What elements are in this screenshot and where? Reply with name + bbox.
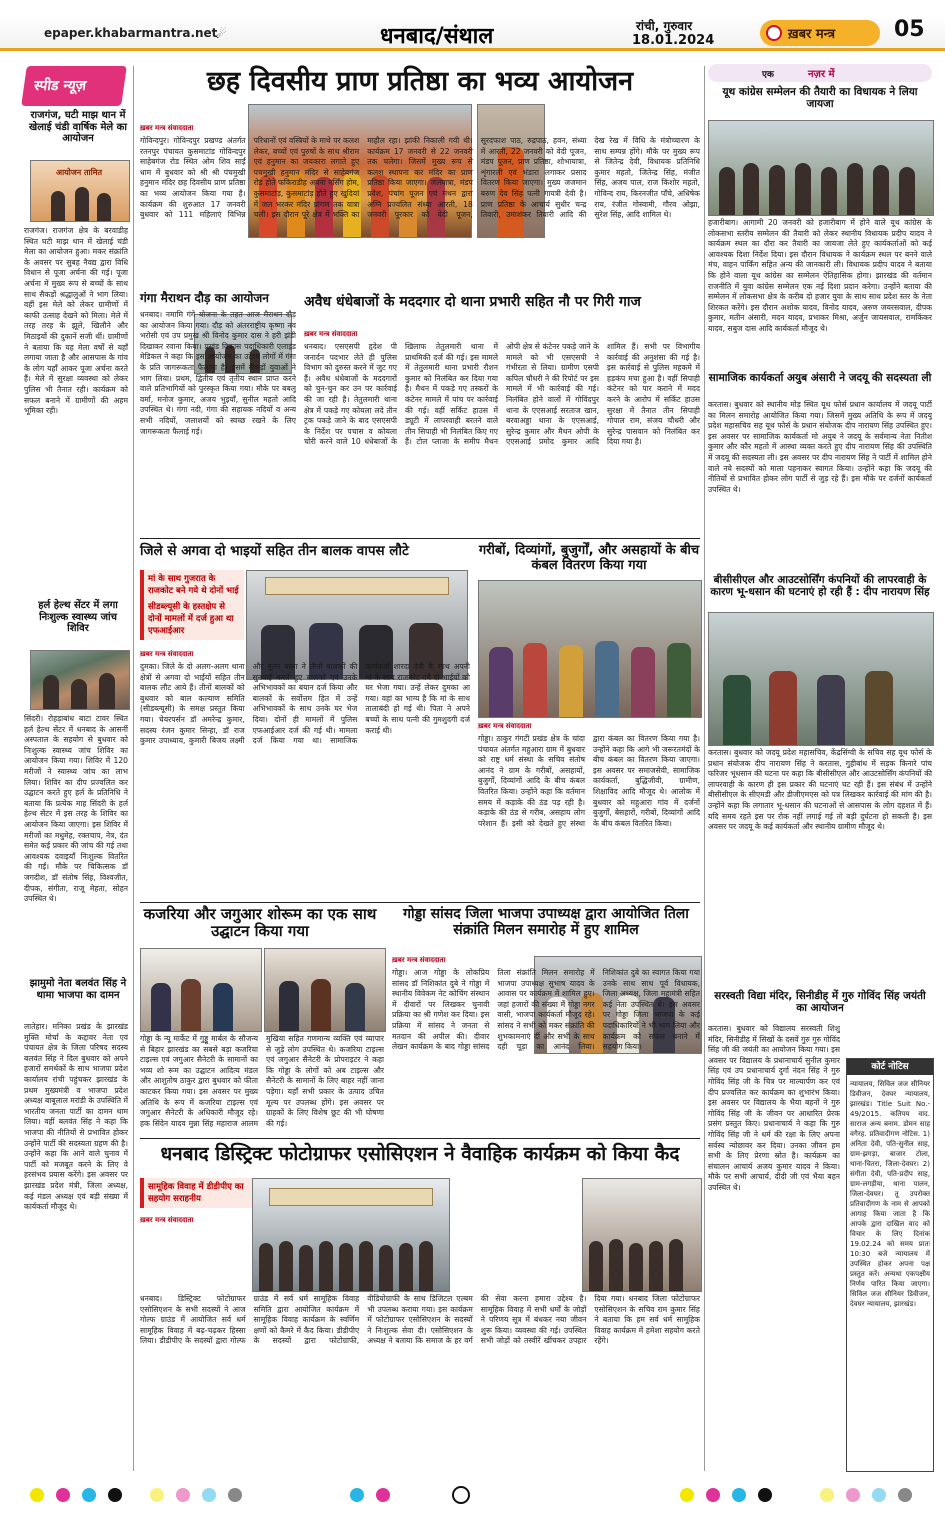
speed-news-logo-text: स्पीड न्यूज़ [32,78,88,94]
speed-item-3-body: लातेहार। मनिका प्रखंड के झारखंड मुक्ति मोर्चा के कद्दावर नेता एवं पंचायत क्षेत्र के जिला परिषद सदस्य बलवंत सिंह ने दिल बुधवार को अपने हजारों समर्थकों के साथ भाजपा प्रदेश कार्यालय रांची पहुंचकर झारखंड के प्रथम मुख्यमंत्री व भाजपा प्रदेश अध्यक्ष बाबूलाल मरांडी के उपस्थिति में भारतीय जनता पार्टी का दामन थाम लिया। वहीं बलवंत सिंह ने कहा कि भाजपा की नीतियों से प्रभावित होकर उन्होंने पार्टी की सदस्यता ग्रहण की है। उन्होंने कहा कि आने वाले चुनाव में पार्टी को मजबूत करने के लिए वे हरसंभव प्रयास करेंगे। इस अवसर पर झारखंड प्रदेश मंत्री, जिला अध्यक्ष, कई मंडल अध्यक्ष एवं बड़ी संख्या में कार्यकर्ता मौजूद थे। [24,1022,128,1212]
illegal-byline: ख़बर मन्त्र संवाददाता [304,330,358,338]
ganga-head: गंगा मैराथन दौड़ का आयोजन [140,291,269,305]
children-bullet-2: सीडब्ल्यूसी के हस्तक्षेप से दोनों मामलों में दर्ज हुआ था एफआईआर [140,598,244,640]
speed-item-1-photo-sign: आयोजन तामित [55,168,103,177]
showroom-body: गोड्डा के न्यू मार्केट में गुड्डू मार्बल के सौजन्य से बिहार झारखंड का सबसे बड़ा कजरिया टाइल्स एवं जगुआर सैनेटरी के सामानों का भव्य शो रूम का उद्घाटन आदित्य मंडल और आशुतोष ठाकुर द्वारा बुधवार को फीता काटकर किया गया। इस अवसर पर मुख्य अतिथि के रूप में कजरिया टाइल्स एवं जगुआर सैनेटरी के अधिकारी मौजूद रहे। हक सिंदेन यादव मुन्ना सिंह महाराज आलम मुखिया सहित गणमान्य व्यक्ति एवं व्यापार से जुड़े लोग उपस्थित थे। कजरिया टाइल्स एवं जगुआर सैनेटरी के प्रोपराइटर ने कहा कि गोड्डा के लोगों को अब टाइल्स और सैनेटरी के सामानों के लिए बाहर नहीं जाना पड़ेगा। यहाँ सभी प्रकार के उत्पाद उचित मूल्य पर उपलब्ध होंगे। इस अवसर पर ग्राहकों के लिए विशेष छूट की भी घोषणा की गई। [140,1034,384,1128]
court-notice-box [846,1058,934,1472]
photographer-headline: धनबाद डिस्ट्रिक्ट फोटोग्राफर एसोसिएशन ने वैवाहिक कार्यक्रम को किया कैद [160,1143,680,1165]
speed-news-logo [21,66,127,106]
divider [704,66,705,1471]
children-headline: जिले से अगवा दो भाइयों सहित तीन बालक वापस लौटे [140,543,409,559]
divider [140,1138,700,1139]
court-notice-body: न्यायालय, सिविल जज सीनियर डिवीजन, देवघर न्यायालय, झारखंड। Title Suit No.- 49/2015. कतिपय वाद. साराज अन्य बनाम. डोमन साह वगैरह. प्रतिवादीगण नोटिस. 1) अनिता देवी, पति-सुनील साह, ग्राम-झगड़ा, बाजार टोला, थाना-चितरा, जिला-देवघर। 2) संगीता देवी, पति-प्रदीप साह, ग्राम-लगड़ीया, थाना पालन, जिला-देवघर। तू उपरोक्त प्रतिवादीगण के नाम से आपको आगाह किया जाता है कि आपके द्वारा दाखिल वाद को विचार के लिए दिनांक 19.02.24 को समय प्रातः 10:30 बजे न्यायालय में उपस्थित होकर अपना पक्ष प्रस्तुत करें। अन्यथा एकपक्षीय निर्णय पारित किया जाएगा। सिविल जज सीनियर डिवीजन, देवघर न्यायालय, झारखंड। [850,1080,930,1308]
registration-marks [0,1480,945,1517]
divider [140,902,700,903]
divider [133,66,134,1471]
photographer-body: धनबाद। डिस्ट्रिक्ट फोटोग्राफर एसोसिएशन के सभी सदस्यों ने आज गोल्फ ग्राउंड में आयोजित सर्व धर्म सामूहिक विवाह में बढ़-चढ़कर हिस्सा लिया। डीडीपीए के सदस्यों द्वारा गोल्फ ग्राउंड में सर्व धर्म सामूहिक विवाह समिति द्वारा आयोजित कार्यक्रम में सामूहिक विवाह कार्यक्रम के स्वर्णिम क्षणों को कैमरे में कैद किया। डीडीपीए के सदस्यों द्वारा फोटोग्राफी, वीडियोग्राफी के साथ डिजिटल एल्बम भी उपलब्ध कराया गया। इस कार्यक्रम में फोटोग्राफर एसोसिएशन के सदस्यों ने निःशुल्क सेवा दी। एसोसिएशन के अध्यक्ष ने बताया कि समाज के हर वर्ग की सेवा करना हमारा उद्देश्य है। सामूहिक विवाह में सभी धर्मों के जोड़ों ने परिणय सूत्र में बंधकर नया जीवन शुरू किया। व्यवस्था की गई। उपस्थित सभी जोड़ों को तस्वीरें खींचकर उपहार दिया गया। धनबाद जिला फोटोग्राफर एसोसिएशन के सचिव राम कुमार सिंह ने बताया कि हम सर्व धर्म सामूहिक विवाह कार्यक्रम में हमेशा सहयोग करते रहेंगे। [140,1294,700,1346]
milan-body: गोड्डा। आज गोड्डा के लोकप्रिय सांसद डॉ निशिकांत दुबे ने गोड्डा में स्थानीय विवेकम नेट कोचिंग संस्थान में दीवारों पर लिखकर चुनावी प्रक्रिया का श्री गणेश कर दिया। इस प्रक्रिया में सांसद ने जनता से मतदान की अपील की। दीवार लेखन कार्यक्रम के बाद गोड्डा सांसद तिला संक्रांति मिलन समारोह में भाजपा उपाध्यक्ष सुभाष यादव के आवास पर कार्यक्रम में शामिल हुए। जहां हजारों की संख्या में गोड्डा नगर वासी, भाजपा कार्यकर्ता मौजूद रहे। सांसद ने सभी को मकर संक्रांति की शुभकामनाएं दीं और सभी के साथ दही चूड़ा का आनंद लिया। निशिकांत दुबे का स्वागत किया गया उनके साथ साथ पूर्व विधायक, जिला अध्यक्ष, जिला महामंत्री सहित कई नेता उपस्थित थे। इस अवसर पर गोड्डा जिला भाजपा के कई पदाधिकारियों ने भी भाग लिया और कार्यक्रम को सफल बनाने में सहयोग किया। [392,968,700,1052]
speed-item-1-body: राजगंज। राजगंज क्षेत्र के बरवाडीह स्थित घटी माझ थान में खेलाई चंडी मेला का आयोजन हुआ। मकर संक्रांति के अवसर पर सुबह नैवद्य द्वारा विधि विधान से पूजा अर्चना की गई। पूजा अर्चना में मुख्य रूप से बच्चों के साथ साथ सैकड़ों श्रद्धालुओं ने भाग लिया। वहीं इस मेले को लेकर ग्रामीणों में काफी उत्साह देखने को मिला। मेले में तरह तरह के झूले, खिलौने और मिठाइयों की दुकानें सजी थीं। ग्रामीणों ने बताया कि यह मेला वर्षों से यहाँ लगाया जाता है और आसपास के गांव के लोग यहाँ आकर पूजा अर्चना करते हैं। मेले में सुरक्षा व्यवस्था को लेकर पुलिस भी तैनात रही। कार्यक्रम को सफल बनाने में ग्रामीणों की अहम भूमिका रही। [24,226,128,416]
brand-name: ख़बर मन्त्र [788,27,836,42]
cursor-icon: ☄ [216,27,227,41]
bcl-photo [708,612,934,746]
brand-logo-icon [766,25,782,41]
illegal-body: धनबाद। एसएसपी हृदेश पी जनार्दन पदभार लेते ही पुलिस विभाग को दुरुस्त करने में जुट गए हैं। अवैध धंधेबाजों के मददगारों को चुन-चुन कर उन पर कार्रवाई की जा रही है। तेतुलमारी थाना क्षेत्र में पकड़े गए कोयला लदे तीन ट्रक पकड़े जाने के बाद एसएसपी के निर्देश पर पचास व कोयला चोरी करने वाले 10 धंधेबाजों के खिलाफ तेतुलमारी थाना में प्राथमिकी दर्ज की गई। इस मामले में तेतुलमारी थाना प्रभारी रौशन कुमार को निलंबित कर दिया गया है। मैथन में पकड़े गए तस्करों के कंटेनर मामले में पांच पर कार्रवाई की गई। वहीं सर्किट हाउस में ड्यूटी में लापरवाही बरतने वाले तीन सिपाही भी निलंबित किए गए हैं। टोल प्लाजा के समीप मैथन ओपी क्षेत्र से कंटेनर पकड़े जाने के मामले को भी एसएसपी ने गंभीरता से लिया। ग्रामीण एसपी कपिल चौधरी ने की रिपोर्ट पर इस मामले में भी कार्रवाई की गई। निलंबित होने वालों में गोविंदपुर थाना के एएसआई सरताज खान, बरवाअड्डा थाना के एएसआई, सुरेन्द्र कुमार और मैथन ओपी के एएसआई प्रमोद कुमार आदि शामिल हैं। सभी पर विभागीय कार्रवाई की अनुशंसा की गई है। इस कार्रवाई से पुलिस महकमे में हड़कंप मचा हुआ है। वहीं सिपाही कंटेनर को पार कराने में मदद करने के आरोप में सर्किट हाउस सुरक्षा में तैनात तीन सिपाही गोपाल राम, संजय चौधरी और सुरेन्द्र पासवान को निलंबित कर दिया गया है। [304,342,700,447]
ek-najar-tag [708,64,932,82]
blanket-byline: ख़बर मन्त्र संवाददाता [478,722,532,730]
illegal-headline: अवैध धंधेबाजों के मददगार दो थाना प्रभारी सहित नौ पर गिरी गाज [304,294,641,310]
blanket-body: गोड्डा। ठाकुर गंगटी प्रखंड क्षेत्र के चांदा पंचायत अंतर्गत महुआरा ग्राम में बुधवार को राष्ट्र धर्म संस्था के सचिव संतोष आनंद ने ग्राम के गरीबों, असहायों, बुजुर्गों, दिव्यांगों आदि के बीच कंबल वितरित किया। उन्होंने कहा कि वर्तमान समय में कड़ाके की ठंड पड़ रही है। कड़ाके की ठंड से गरीब, असहाय लोग परेशान हैं। इसी को देखते हुए संस्था द्वारा कंबल का वितरण किया गया है। उन्होंने कहा कि आगे भी जरूरतमंदों के बीच कंबल का वितरण किया जाएगा। इस अवसर पर समाजसेवी, सामाजिक कार्यकर्ता, बुद्धिजीवी, ग्रामीण, शिक्षाविद आदि मौजूद थे। आलोक में बुधवार को महुआरा गांव में दर्जनों बुजुर्गों, बेसहारों, गरीबों, दिव्यांगों आदि के बीच कंबल वितरित किया। [478,734,700,828]
children-body: दुमका। जिले के दो अलग-अलग थाना क्षेत्रों से अगवा दो भाईयों सहित तीन बालक लौट आये हैं। तीनों बालकों को बुधवार को बाल कल्याण समिति (सीडब्ल्यूसी) के समक्ष प्रस्तुत किया गया। चेयरपर्सन डॉ अमरेन्द्र कुमार, सदस्य रंजन कुमार सिन्हा, डॉ राज कुमार उपाध्याय, कुमारी बिजय लक्ष्मी और नूतन बाला ने तीनों बालकों की सुनवाई करते हुए बालकों एवं उनके अभिभावकों का बयान दर्ज किया और बालकों के सर्वोत्तम हित में उन्हें अभिभावकों के साथ उनके घर भेज दिया। दोनों ही मामलों में पुलिस एफआईआर दर्ज की गई थी। मामला दर्ज किया गया था। सामाजिक कार्यकर्ता शारदा देवी के साथ अपनी मां के साथ राजकोट गये दो भाईयों को घर भेजा गया। उन्हें लेकर दुमका आ गया। वहां का भाग्य है कि मां के साथ तालाबंदी हो गई थी। पिता ने अपने बच्चों के साथ पत्नी की गुमशुदगी दर्ज कराई थी। [140,662,470,746]
showroom-photo-2 [264,948,386,1032]
header-date: 18.01.2024 [632,33,715,48]
jdu-head: सामाजिक कार्यकर्ता अयुब अंसारी ने जदयू की सदस्यता ली [708,372,932,384]
court-notice-head: कोर्ट नोटिस [847,1059,933,1075]
youth-body: हजारीबाग। आगामी 20 जनवरी को हजारीबाग में होने वाले यूथ कांग्रेस के लोकसभा स्तरीय सम्मेलन की तैयारी को लेकर स्थानीय विधायक प्रदीप यादव ने कार्यक्रम स्थल का दौरा कर तैयारी का जायजा लेते हुए कार्यकर्ताओं को कई आवश्यक दिशा निर्देश दिया। इस दौरान विधायक ने कार्यक्रम स्थल पर बनने वाले मंच, वाहन पार्किंग सहित अन्य की जानकारी ली। विधायक प्रदीप यादव ने बताया कि होने वाला यूथ कांग्रेस का सम्मेलन ऐतिहासिक होगा। झारखंड की वर्तमान राजनीति में युवा कांग्रेस सम्मेलन एक नई दिशा प्रदान करेगा। उन्होंने बताया की सम्मेलन में लोकसभा क्षेत्र के करीब दो हजार युवा के साथ साथ प्रदेश स्तर के नेता शिरकत करेंगे। इस दौरान अशोक यादव, विनोद यादव, अरुण जयरसवाल, दीपक कुमार, मतीन अंसारी, मदन यादव, प्रभाकर मिश्रा, अर्जुन जायसवाल, रामकिंकर यादव, सबुज दास आदि कार्यकर्ता मौजूद थे। [708,218,932,333]
header-city-day: रांची, गुरुवार [636,19,693,33]
school-head: सरस्वती विद्या मंदिर, सिनीडीह में गुरु गोविंद सिंह जयंती का आयोजन [714,990,926,1015]
blanket-photo [478,580,702,718]
photographer-byline: ख़बर मन्त्र संवाददाता [140,1216,194,1224]
main-headline: छह दिवसीय प्राण प्रतिष्ठा का भव्य आयोजन [206,66,634,97]
speed-item-3-head: झामुमो नेता बलवंत सिंह ने थामा भाजपा का दामन [29,978,127,1001]
children-byline: ख़बर मन्त्र संवाददाता [140,650,194,658]
school-body: करतास। बुधवार को विद्यालय सरस्वती शिशु मंदिर, सिनीडीह में सिखों के दसवें गुरु गुरु गोविंद सिंह जी की जयंती का आयोजन किया गया। इस अवसर पर विद्यालय के प्रधानाचार्य सुनील कुमार सिंह एवं उप प्रधानाचार्य दुर्गा नंदन सिंह ने गुरु गोविंद सिंह जी के चित्र पर माल्यार्पण कर एवं दीप प्रज्वलित कर कार्यक्रम का शुभारंभ किया। इस अवसर पर विद्यालय के भैया बहनों ने गुरु गोविंद सिंह जी के जीवन पर आधारित प्रेरक प्रसंग प्रस्तुत किए। प्रधानाचार्य ने कहा कि गुरु गोविंद सिंह जी ने धर्म की रक्षा के लिए अपना सर्वस्व न्योछावर कर दिया। उनका जीवन हम सभी के लिए प्रेरणा स्रोत है। कार्यक्रम का संचालन आचार्य अजय कुमार यादव ने किया। मौके पर सभी आचार्य, दीदी जी एवं भैया बहन उपस्थित थे। [708,1024,840,1192]
speed-item-2-photo [30,650,130,710]
section-title: धनबाद/संथाल [380,24,494,49]
speed-item-2-head: हर्ल हेल्थ सेंटर में लगा निःशुल्क स्वास्थ्य जांच शिविर [38,600,118,634]
bcl-head: बीसीसीएल और आउटसोर्सिंग कंपनियों की लापरवाही के कारण भू-धसान की घटनाएं हो रही हैं : दीप नारायण सिंह [710,574,930,599]
divider [140,538,700,539]
milan-headline: गोड्डा सांसद जिला भाजपा उपाध्यक्ष द्वारा आयोजित तिला संक्रांति मिलन समारोह में हुए शामिल [403,906,689,939]
main-body: गोविन्दपुर। गोविन्दपुर प्रखण्ड अंतर्गत रतनपुर पंचायत कुसमाटांड गोविन्दपुर साहेबगंज रोड स्थित ओम शिव साईं धाम में बुधवार को श्री श्री पंचमुखी हनुमान मंदिर छह दिवसीय प्राण प्रतिष्ठा का भव्य आयोजन किया गया है। कार्यक्रम की शुरुआत 17 जनवरी बुधवार को 111 महिलाएं विभिन्न परिधानों एवं वस्त्रियों के माथे पर कलश लेकर, बच्चों एवं पुरुषों के साथ श्रीराम एवं हनुमान का जयकारा लगाते हुए पचमुखी हनुमान मंदिर से साहेबगंज रोड होते फकिराडीह अपना नर्सिंग होम, कुसमाटांड़, कुसमाटांड़ होते हुए खुदियां में जल भरकर मंदिर प्रांगण तक यात्रा चली। इस दौरान पूरे क्षेत्र में भक्ति का माहौल रहा। झांकी निकाली गयी थी। कार्यक्रम 17 जनवरी से 22 जनवरी तक चलेगा। जिसमें मुख्य रूप से कलश स्थापना कर मंदिर का प्राण प्रतिष्ठा किया जाएगा। जलयात्रा, मंडप प्रवेश, पंचांग पूजन एवं मंथन द्वारा अग्नि प्रज्वलित संध्या आरती, 18 जनवरी पूरकार को वेदी पूजन, सूरदफाश पाठ, रुद्रपाठ, हवन, संध्या में आरती, 22 जनवरी को वेदी पूजन, मंडप पूजन, प्राण प्रतिष्ठा, शोभायात्रा, शृंगारली एवं भंडारा लगाकर प्रसाद वितरण किया जाएगा। मुख्य जजमान बरुण देव सिंह पत्नी गायत्री देवी है। प्राण प्रतिष्ठा के आचार्य सुधीर चन्द्र तिवारी, उमाशंकर तिवारी आदि की देख रेख में विधि के मंत्रोच्चारण के साथ सम्पन्न होंगे। मौके पर मुख्य रूप से जितेन्द्र देवी, विधायक प्रतिनिधि कुमार महतो, जितेन्द्र सिंह, मंजीत सिंह, अजय पाल, राज किशोर महतो, गोविन्द राय, किरनजीत पाँचे, अधिषेक राय, रंजीत गोस्वामी, गौरव ओझा, सुरेश सिंह, आदि शामिल थे। [140,136,700,220]
speed-item-1-head: राजगंज, घटी माझ थान में खेलाई चंडी वार्षिक मेले का आयोजन [29,110,127,144]
bcl-body: करतास। बुधवार को जदयू प्रदेश महासचिव, केंद्रसिंग्वी के सचिव सह यूथ फोर्स के प्रधान संयोजक दीप नारायण सिंह ने करतास, गुहीबांध में सड़क किनारे पांच फरिजर भूधसान की घटना पर कहा कि बीसीसीएल और आउटसोर्सिंग कंपनियों की लापरवाही के कारण ही इस प्रकार की घटनाएं घट रही हैं। इस संबंध में उन्होंने बीसीसीएल के सीएमडी और डीजीएमएस को पत्र लिखकर कार्रवाई की मांग की है। उन्होंने कहा कि लगातार भू-धसान की घटनाओं से आसपास के लोग दहशत में हैं। यदि समय रहते इस पर रोक नहीं लगाई गई तो बड़ी दुर्घटना हो सकती है। इस अवसर पर जदयू के कई कार्यकर्ता और स्थानीय ग्रामीण मौजूद थे। [708,748,932,832]
children-bullet-1: मां के साथ गुजरात के राजकोट बने गये थे दोनों भाई [140,570,244,600]
brand-logo [760,20,880,46]
speed-item-2-body: सिंदरी। रोहड़ाबांध बाटा टावर स्थित हर्ल हेल्थ सेंटर में धनबाद के आसर्नी अस्पताल के सहयोग से बुधवार को निःशुल्क स्वास्थ्य जांच शिविर का आयोजन किया गया। शिविर में 120 मरीजों ने स्वास्थ्य जांच का लाभ लिया। शिविर का दीप प्रज्वलित कर उद्घाटन करते हुए हर्ल के प्रतिनिधि ने बताया कि प्रत्येक माह सिंदरी के हर्ल हेल्थ सेंटर में इस तरह के शिविर का आयोजन किया जाएगा। इस शिविर में मरीजों का मधुमेह, रक्तचाप, नेत्र, दंत समेत कई प्रकार की जांच की गई तथा आवश्यक दवाइयाँ निःशुल्क वितरित की गईं। मौके पर चिकित्सक डॉ जगदीश, डॉ संतोष सिंह, विश्वजीत, दीपक, संगीता, राजू मेहता, सोहन उपस्थित थे। [24,714,128,904]
youth-head: यूथ कांग्रेस सम्मेलन की तैयारी का विधायक ने लिया जायजा [722,86,918,111]
showroom-headline: कजरिया और जगुआर शोरूम का एक साथ उद्घाटन किया गया [143,905,377,941]
jdu-body: करतास। बुधवार को स्थानीय मोड़ स्थित यूथ फोर्स प्रधान कार्यालय में जदयू पार्टी का मिलन समारोह आयोजित किया गया। जिसमें मुख्य अतिथि के रूप में जदयू प्रदेश महासचिव सह यूथ फोर्स के प्रधान संयोजक दीप नारायण सिंह उपस्थित हुए। इस अवसर पर सामाजिक कार्यकर्ता मो अयुब ने जदयू के सर्वमान्य नेता नितीश कुमार और कौर महतो में आस्था व्यक्त करते हुए दीप नारायण सिंह की उपस्थिति में जदयू की सदस्यता ली। इस अवसर पर दीप नारायण सिंह ने पार्टी में शामिल होने वाले नये सदस्यों को माला पहनाकर स्वागत किया। उन्होंने कहा कि जदयू की नीतियों से प्रभावित होकर लोग पार्टी से जुड़ रहे हैं। इस मौके पर दर्जनों कार्यकर्ता उपस्थित थे। [708,400,932,494]
page-header [0,0,945,70]
youth-photo [708,120,934,216]
speed-item-1-photo [30,160,130,222]
tag-najar: नज़र में [808,69,835,80]
photographer-photo [252,1178,450,1292]
photographer-photo-2 [582,1178,702,1292]
page-number: 05 [894,17,925,42]
ganga-body: धनबाद। नमामि गंगे योजना के तहत आज मैराथन दौड़ का आयोजन किया गया। दौड़ को अंतरराष्ट्रीय कृष्णा नव भरोसी एवं उप प्रमुख श्री विनोद कुमार दास ने हरी झंडी दिखाकर रवाना किया। प्रखंड विकास पदाधिकारी एलाइंड मेडिकल ने कहा कि इस आयोजन का उद्देश्य लोगों में गंगा के प्रति जागरूकता फैलाना है। इसमें सैकड़ों युवाओं ने भाग लिया। प्रथम, द्वितीय एवं तृतीय स्थान प्राप्त करने वाले प्रतिभागियों को पुरस्कृत किया गया। मौके पर बबलू वर्मा, मनोज कुमार, अजय भुइयाँ, सुनील महतो आदि उपस्थित थे। गंगा नदी, गंगा की सहायक नदियों व अन्य सभी नदियों, जलाशयों को स्वच्छ रखने के लिए जागरूकता फैलाई गई। [140,310,296,436]
main-byline: ख़बर मन्त्र संवाददाता [140,124,194,132]
tag-ek: एक [762,70,774,80]
milan-byline: ख़बर मन्त्र संवाददाता [392,956,446,964]
crosshair-icon [452,1486,470,1504]
photographer-bullet: सामूहिक विवाह में डीडीपीए का सहयोग सराहनीय [140,1178,256,1208]
showroom-photo [140,948,262,1032]
blanket-headline: गरीबों, दिव्यांगों, बुजुर्गों, और असहायों के बीच कंबल वितरण किया गया [478,543,700,573]
header-url[interactable]: epaper.khabarmantra.net [44,26,218,40]
